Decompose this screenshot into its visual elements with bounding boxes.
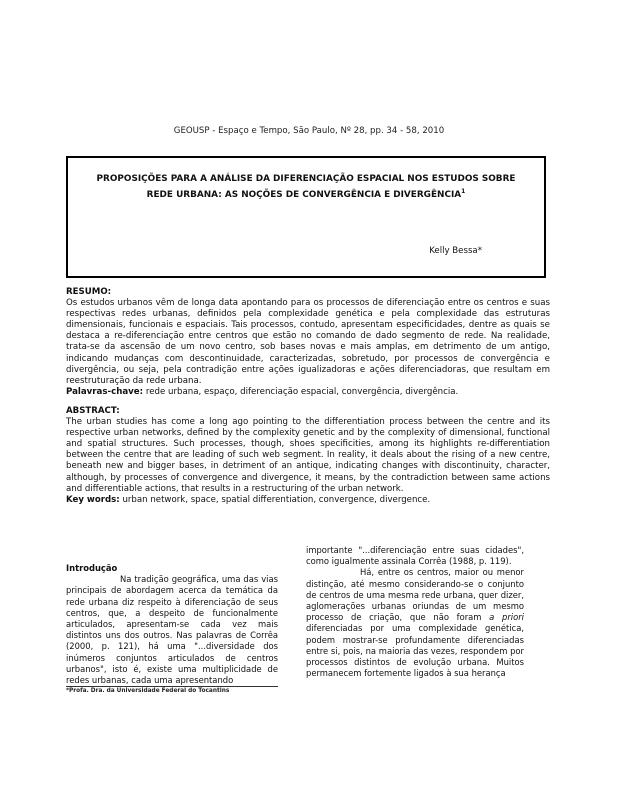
title-line-2: REDE URBANA: AS NOÇÕES DE CONVERGÊNCIA E DIVERGÊNCIA: [146, 189, 462, 200]
abstract-keywords-label: Key words:: [66, 494, 120, 505]
abstract-keywords: [66, 495, 550, 506]
intro-paragraph-1-cont: importante "...diferenciação entre suas cidades", como igualmente assinala Corrêa (1988, p. 119).: [306, 545, 524, 567]
title-line-1: PROPOSIÇÕES PARA A ANÁLISE DA DIFERENCIAÇÃO ESPACIAL NOS ESTUDOS SOBRE: [96, 174, 516, 184]
intro-heading: Introdução: [66, 563, 118, 573]
abstract-section: [66, 406, 550, 506]
resumo-section: [66, 287, 550, 398]
intro-right-column: [306, 545, 524, 679]
footnote-rule: [66, 686, 278, 687]
resumo-heading: RESUMO:: [66, 287, 112, 297]
intro-left-column: [66, 563, 278, 686]
footnote: *Profa. Dra. da Universidade Federal do Tocantins: [66, 688, 230, 694]
author-name: Kelly Bessa*: [429, 246, 482, 256]
intro-paragraph-1: Na tradição geográfica, uma das vias principais de abordagem acerca da temática da rede urbana diz respeito à diferenciação de seus centros, que, a despeito de funcionalmente articulados, apresentam-se cada vez mais distintos uns dos outros. Nas palavras de Corrêa (2000, p. 121), há uma "...diversidade dos inúmeros conjuntos articulados de centros urbanos", isto é, existe uma multiplicidade de redes urbanas, cada uma apresentando: [66, 574, 278, 686]
abstract-keywords-values: urban network, space, spatial differentiation, convergence, divergence.: [119, 494, 431, 505]
resumo-keywords-values: rede urbana, espaço, diferenciação espacial, convergência, divergência.: [143, 386, 459, 397]
journal-header: GEOUSP - Espaço e Tempo, São Paulo, Nº 28, pp. 34 - 58, 2010: [173, 126, 445, 136]
abstract-text: The urban studies has come a long ago pointing to the differentiation process between the centre and its respective urban networks, defined by the complexity genetic and by the complexity of dimensional, functional and spatial structures. Such processes, though, shoes specificities, among its highlights re-differentiation between the centre that are leading of such web segment. In reality, it deals about the rising of a new centre, beneath new and bigger bases, in detriment of an antique, indicating changes with discontinuity, character, although, by processes of convergence and divergence, it means, by the contradiction between same actions and differentiable actions, that results in a restructuring of the urban network.: [66, 417, 550, 494]
title-footnote-marker: 1: [461, 187, 466, 195]
intro-p2-end: diferenciadas por uma complexidade genética, podem mostrar-se profundamente diferenciadas entre si, pois, na maioria das vezes, respondem por processos distintos de evolução urbana. Muitos permanecem fortemente ligados à sua herança: [306, 623, 524, 679]
abstract-heading: ABSTRACT:: [66, 406, 120, 416]
resumo-keywords: [66, 387, 550, 398]
intro-p2-emphasis: a priori: [489, 612, 524, 623]
intro-p2-start: Há, entre os centros, maior ou menor distinção, até mesmo considerando-se o conjunto de centros de uma mesma rede urbana, quer dizer, aglomerações urbanas oriundas de um mesmo processo de criação, que não foram: [306, 567, 524, 623]
title-box: [66, 156, 546, 278]
intro-paragraph-2: [306, 567, 524, 679]
resumo-text: Os estudos urbanos vêm de longa data apontando para os processos de diferenciação entre os centros e suas respectivas redes urbanas, definidos pela complexidade genética e pela complexidade das estruturas dimensionais, funcionais e espaciais. Tais processos, contudo, apresentam especificidades, dentre as quais se destaca a re-diferenciação entre centros que estão no comando de dado segmento de rede. Na realidade, trata-se da ascensão de um novo centro, sob bases novas e mais amplas, em detrimento de um antigo, indicando mudanças com descontinuidade, caracterizadas, sobretudo, por processos de convergência e divergência, ou seja, pela contradição entre ações igualizadoras e ações diferenciadoras, que resultam em reestruturação da rede urbana.: [66, 298, 550, 386]
article-title: [74, 174, 538, 201]
resumo-keywords-label: Palavras-chave:: [66, 386, 144, 397]
